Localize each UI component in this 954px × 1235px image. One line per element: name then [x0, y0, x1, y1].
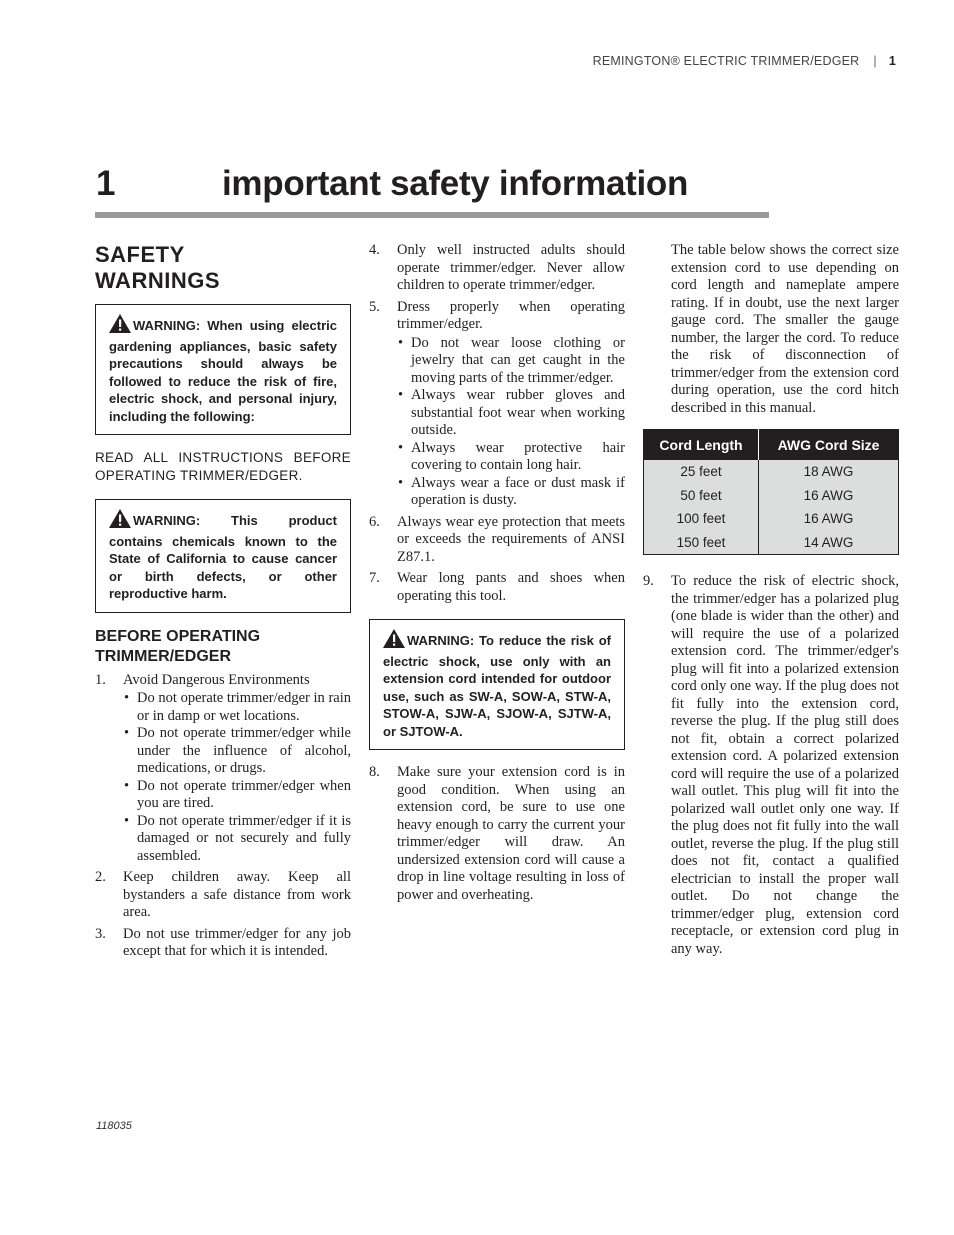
bullet-item: • Do not operate trimmer/edger in rain or in damp or wet locations.: [123, 690, 351, 725]
item-text: Always wear eye protection that meets or exceeds the requirements of ANSI Z87.1.: [397, 513, 625, 565]
safety-list-3: [643, 573, 899, 958]
item-text: Only well instructed adults should operate trimmer/edger. Never allow children to operate trimmer/edger.: [397, 242, 625, 293]
bullet-item: • Always wear a face or dust mask if operation is dusty.: [397, 475, 625, 510]
list-item: [369, 299, 625, 510]
table-cell: 16 AWG: [759, 484, 899, 508]
safety-list-2b: [369, 764, 625, 904]
header-separator: |: [873, 54, 877, 68]
warning-box-california: [95, 499, 351, 613]
document-code: 118035: [96, 1120, 132, 1132]
table-cell: 14 AWG: [759, 531, 899, 555]
list-item: [369, 242, 625, 295]
item-text: Wear long pants and shoes when operating this tool.: [397, 570, 625, 604]
chapter-title: important safety information: [222, 164, 689, 203]
safety-list-1: [95, 672, 351, 961]
bullet-item: • Always wear rubber gloves and substantial foot wear when working outside.: [397, 387, 625, 440]
item-number: 7.: [369, 570, 380, 586]
table-cell: 50 feet: [644, 484, 759, 508]
item-text: Dress properly when operating trimmer/edger.: [397, 298, 625, 332]
item-text: To reduce the risk of electric shock, the trimmer/edger has a polarized plug (one blade is wider than the other) and will require the use of a polarized extension cord. The trimmer/edger's plug will fit into a polarized extension cord only one way. If the plug does not fit fully into the extension cord, reverse the plug. If the plug still does not fit, obtain a correct polarized extension cord. A polarized extension cord will require the use of a polarized wall outlet. This plug will fit into the polarized wall outlet only one way. If the plug does not fit fully into the wall outlet, reverse the plug. If the plug still does not fit, contact a qualified electrician to install the proper wall outlet. Do not change the trimmer/edger plug, extension cord receptacle, or extension cord plug in any way.: [671, 573, 899, 957]
warning-text-california: WARNING: This product contains chemicals known to the State of California to cause cancer or birth defects, or other reproductive harm.: [109, 513, 337, 601]
item-number: 9.: [643, 573, 654, 589]
table-cell: 150 feet: [644, 531, 759, 555]
table-row: [644, 507, 899, 531]
running-header: [593, 54, 896, 68]
item-text: Make sure your extension cord is in good condition. When using an extension cord, be sure to use one heavy enough to carry the current your trimmer/edger will draw. An undersized extension cord will cause a drop in line voltage resulting in loss of power and overheating.: [397, 764, 625, 903]
table-row: [644, 460, 899, 484]
item-number: 6.: [369, 513, 380, 530]
item-text: Avoid Dangerous Environments: [123, 671, 310, 688]
read-all-instructions: READ ALL INSTRUCTIONS BEFORE OPERATING TRIMMER/EDGER.: [95, 450, 351, 483]
list-item: [369, 764, 625, 904]
bullet-list: [397, 335, 625, 510]
list-item: [369, 570, 625, 605]
warning-triangle-icon: [109, 314, 131, 338]
warning-text-extension-cord: WARNING: To reduce the risk of electric shock, use only with an extension cord intended for outdoor use, such as SW-A, SOW-A, STW-A, STOW-A, SJW-A, SJOW-A, SJTW-A, or SJTOW-A.: [383, 633, 611, 739]
warning-triangle-icon: [383, 629, 405, 653]
column-3: [643, 242, 899, 962]
table-row: [644, 484, 899, 508]
column-2: [369, 242, 625, 908]
safety-warnings-heading: [95, 242, 351, 294]
bullet-item: • Do not operate trimmer/edger if it is damaged or not securely and fully assembled.: [123, 813, 351, 866]
item-number: 4.: [369, 242, 380, 258]
item-text: Keep children away. Keep all bystanders a safe distance from work area.: [123, 869, 351, 920]
cord-table-intro: The table below shows the correct size extension cord to use depending on cord length and nameplate ampere rating. If in doubt, use the next larger gauge cord. The smaller the gauge number, the larger the cord. To reduce the risk of disconnection of trimmer/edger from the extension cord during operation, use the cord hitch described in this manual.: [671, 242, 899, 416]
table-cell: 25 feet: [644, 460, 759, 484]
item-number: 8.: [369, 764, 380, 780]
chapter-number: 1: [96, 164, 116, 203]
list-item: [95, 869, 351, 922]
heading-line-1: SAFETY: [95, 242, 185, 267]
chapter-heading: [96, 164, 688, 204]
table-row: [644, 531, 899, 555]
bullet-item: • Do not operate trimmer/edger when you are tired.: [123, 778, 351, 813]
item-number: 2.: [95, 869, 106, 885]
safety-list-2: [369, 242, 625, 605]
list-item: [95, 926, 351, 961]
warning-text-general: WARNING: When using electric gardening appliances, basic safety precautions should always be followed to reduce the risk of fire, electric shock, and personal injury, including the following:: [109, 318, 337, 424]
bullet-item: • Do not operate trimmer/edger while under the influence of alcohol, medications, or drugs.: [123, 725, 351, 778]
table-header-row: [644, 430, 899, 461]
list-item: [369, 514, 625, 567]
chapter-rule: [95, 212, 769, 218]
list-item: [95, 672, 351, 866]
cord-size-table: [643, 429, 899, 555]
before-operating-heading: BEFORE OPERATING TRIMMER/EDGER: [95, 627, 261, 665]
list-item: [643, 573, 899, 958]
item-number: 1.: [95, 671, 106, 688]
item-number: 3.: [95, 925, 106, 942]
column-1: [95, 242, 351, 965]
heading-line-2: WARNINGS: [95, 268, 220, 293]
bullet-item: • Do not wear loose clothing or jewelry that can get caught in the moving parts of the trimmer/edger.: [397, 335, 625, 388]
bullet-list: [123, 690, 351, 865]
table-cell: 18 AWG: [759, 460, 899, 484]
table-cell: 100 feet: [644, 507, 759, 531]
item-text: Do not use trimmer/edger for any job except that for which it is intended.: [123, 925, 351, 959]
table-cell: 16 AWG: [759, 507, 899, 531]
header-title: REMINGTON® ELECTRIC TRIMMER/EDGER: [592, 54, 860, 68]
warning-box-general: [95, 304, 351, 435]
column-header: Cord Length: [644, 430, 759, 461]
item-number: 5.: [369, 298, 380, 315]
page-number: 1: [888, 54, 896, 68]
warning-triangle-icon: [109, 509, 131, 533]
bullet-item: • Always wear protective hair covering to contain long hair.: [397, 440, 625, 475]
column-header: AWG Cord Size: [759, 430, 899, 461]
warning-box-extension-cord: [369, 619, 625, 750]
